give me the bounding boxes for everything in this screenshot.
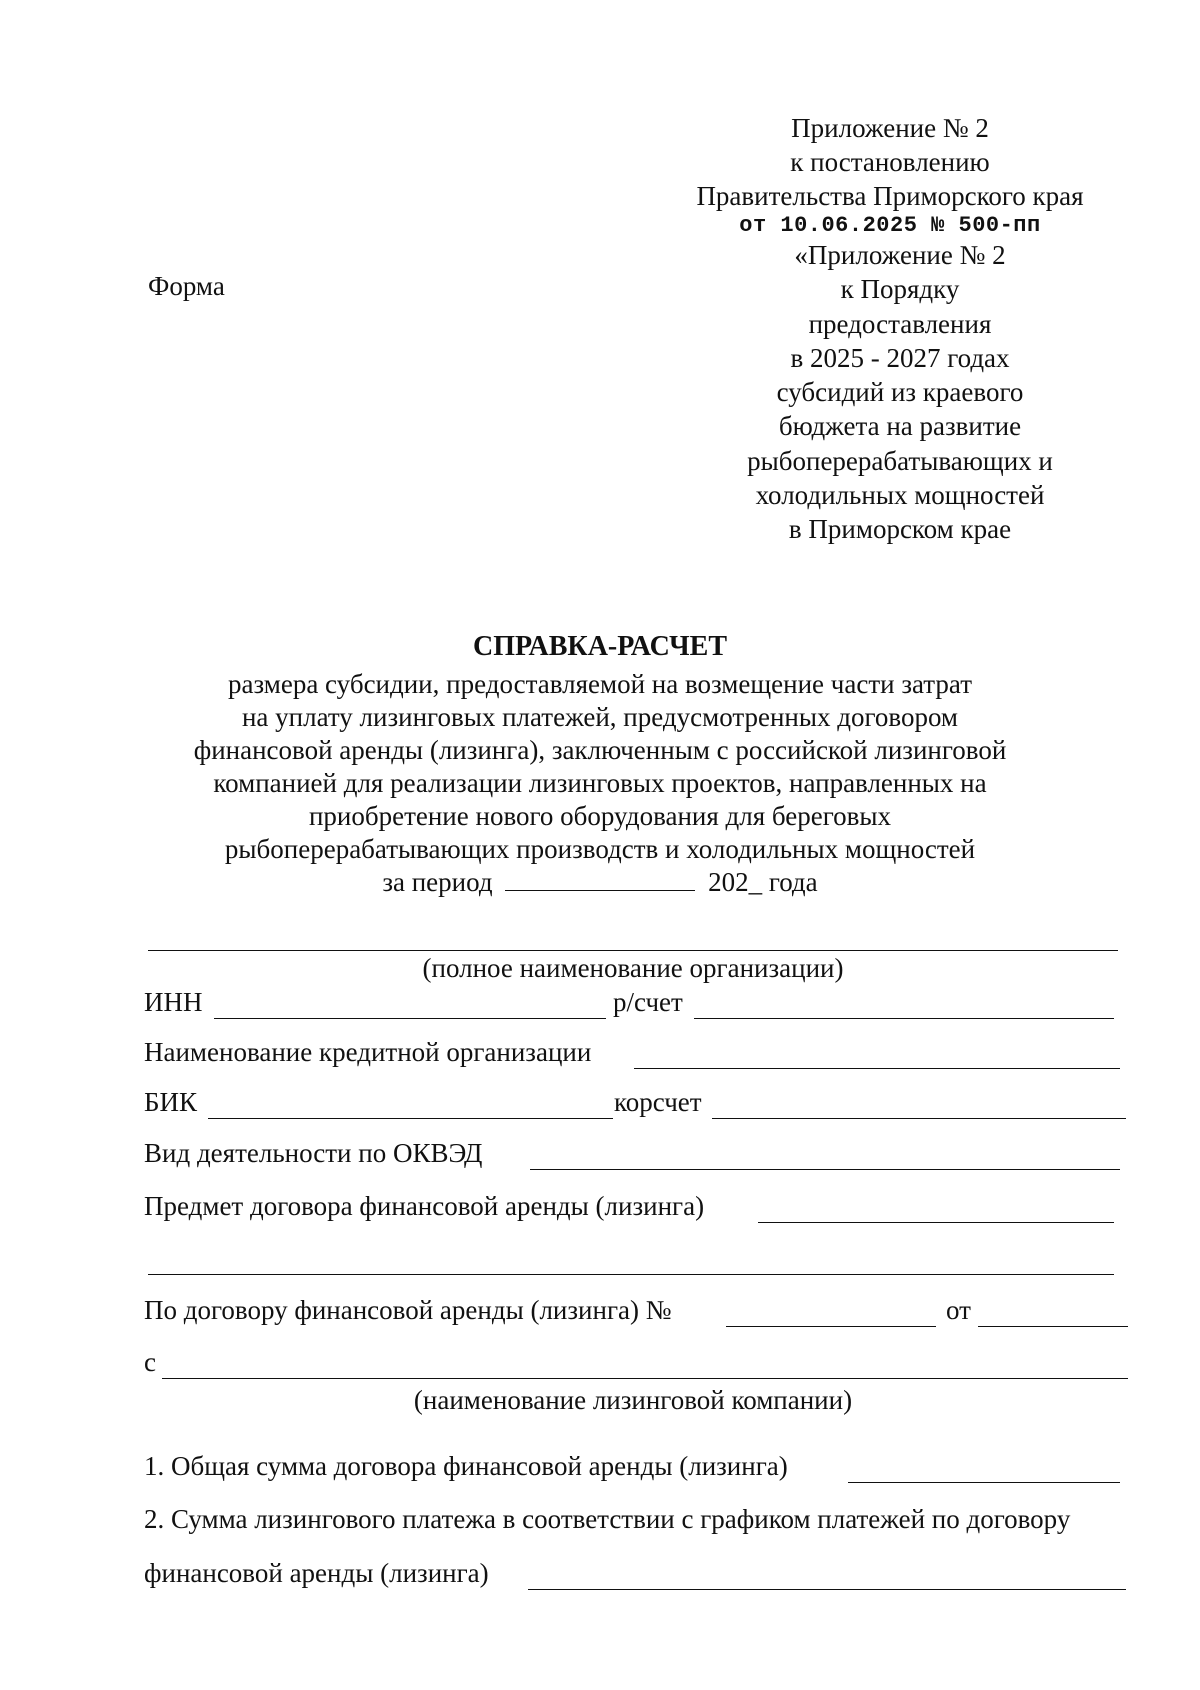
title-line-2: на уплату лизинговых платежей, предусмотренных договором: [241, 702, 959, 733]
contract-label: По договору финансовой аренды (лизинга) №: [144, 1295, 672, 1325]
bik-field[interactable]: [208, 1118, 613, 1119]
order-line-1: «Приложение № 2: [794, 240, 1006, 270]
form-label: Форма: [148, 271, 225, 301]
bik-label: БИК: [144, 1087, 198, 1117]
okved-label: Вид деятельности по ОКВЭД: [144, 1138, 483, 1168]
item-1-field[interactable]: [848, 1482, 1120, 1483]
contract-date-label: от: [946, 1295, 971, 1325]
title-line-4: компанией для реализации лизинговых проектов, направленных на: [213, 767, 987, 798]
subject-field-continued[interactable]: [148, 1274, 1114, 1275]
document-title-block: [180, 630, 1020, 899]
order-line-6: бюджета на развитие: [778, 411, 1022, 442]
approval-line-2: к постановлению: [790, 146, 990, 177]
item-1-label: 1. Общая сумма договора финансовой аренды (лизинга): [144, 1451, 788, 1481]
document-title: СПРАВКА-РАСЧЕТ: [472, 631, 728, 662]
account-field[interactable]: [694, 1018, 1114, 1019]
order-line-3: предоставления: [808, 308, 992, 339]
approval-line-1: Приложение № 2: [791, 113, 989, 143]
org-name-caption: (полное наименование организации): [422, 953, 844, 983]
item-2-label: 2. Сумма лизингового платежа в соответствии с графиком платежей по договору: [144, 1504, 1071, 1534]
approval-header: [660, 112, 1120, 240]
approval-line-3: Правительства Приморского края: [696, 180, 1084, 211]
title-line-5: приобретение нового оборудования для береговых: [308, 800, 892, 831]
corr-account-field[interactable]: [712, 1118, 1126, 1119]
lessor-field[interactable]: [162, 1378, 1128, 1379]
subject-field[interactable]: [758, 1222, 1114, 1223]
bank-label: Наименование кредитной организации: [144, 1037, 592, 1067]
order-line-4: в 2025 - 2027 годах: [790, 342, 1010, 373]
title-line-3: финансовой аренды (лизинга), заключенным с российской лизинговой: [193, 735, 1007, 766]
approval-date-stamp: от 10.06.2025 № 500-пп: [739, 213, 1041, 239]
account-label: р/счет: [613, 987, 683, 1017]
order-line-5: субсидий из краевого: [776, 377, 1024, 408]
order-line-2: к Порядку: [840, 274, 960, 305]
order-header: [700, 238, 1100, 547]
with-label: с: [144, 1347, 156, 1377]
bank-field[interactable]: [634, 1068, 1120, 1069]
inn-field[interactable]: [214, 1018, 606, 1019]
subject-label: Предмет договора финансовой аренды (лизинга): [144, 1191, 705, 1221]
order-line-7: рыбоперерабатывающих и: [747, 445, 1053, 476]
item-2-label-continued: финансовой аренды (лизинга): [144, 1558, 489, 1588]
contract-date-field[interactable]: [978, 1326, 1128, 1327]
org-name-field[interactable]: [148, 950, 1118, 951]
contract-number-field[interactable]: [726, 1326, 936, 1327]
order-line-8: холодильных мощностей: [755, 479, 1045, 510]
lessor-caption: (наименование лизинговой компании): [413, 1385, 853, 1415]
inn-label: ИНН: [144, 987, 203, 1017]
period-year: 202_ года: [708, 866, 818, 897]
order-line-9: в Приморском крае: [788, 514, 1012, 545]
title-line-1: размера субсидии, предоставляемой на возмещение части затрат: [227, 669, 972, 700]
okved-field[interactable]: [530, 1169, 1120, 1170]
title-period: [180, 866, 1020, 899]
period-prefix: за период: [382, 866, 493, 897]
title-line-6: рыбоперерабатывающих производств и холодильных мощностей: [224, 833, 976, 864]
period-blank[interactable]: [505, 890, 695, 891]
item-2-field[interactable]: [528, 1589, 1126, 1590]
corr-account-label: корсчет: [614, 1087, 702, 1117]
